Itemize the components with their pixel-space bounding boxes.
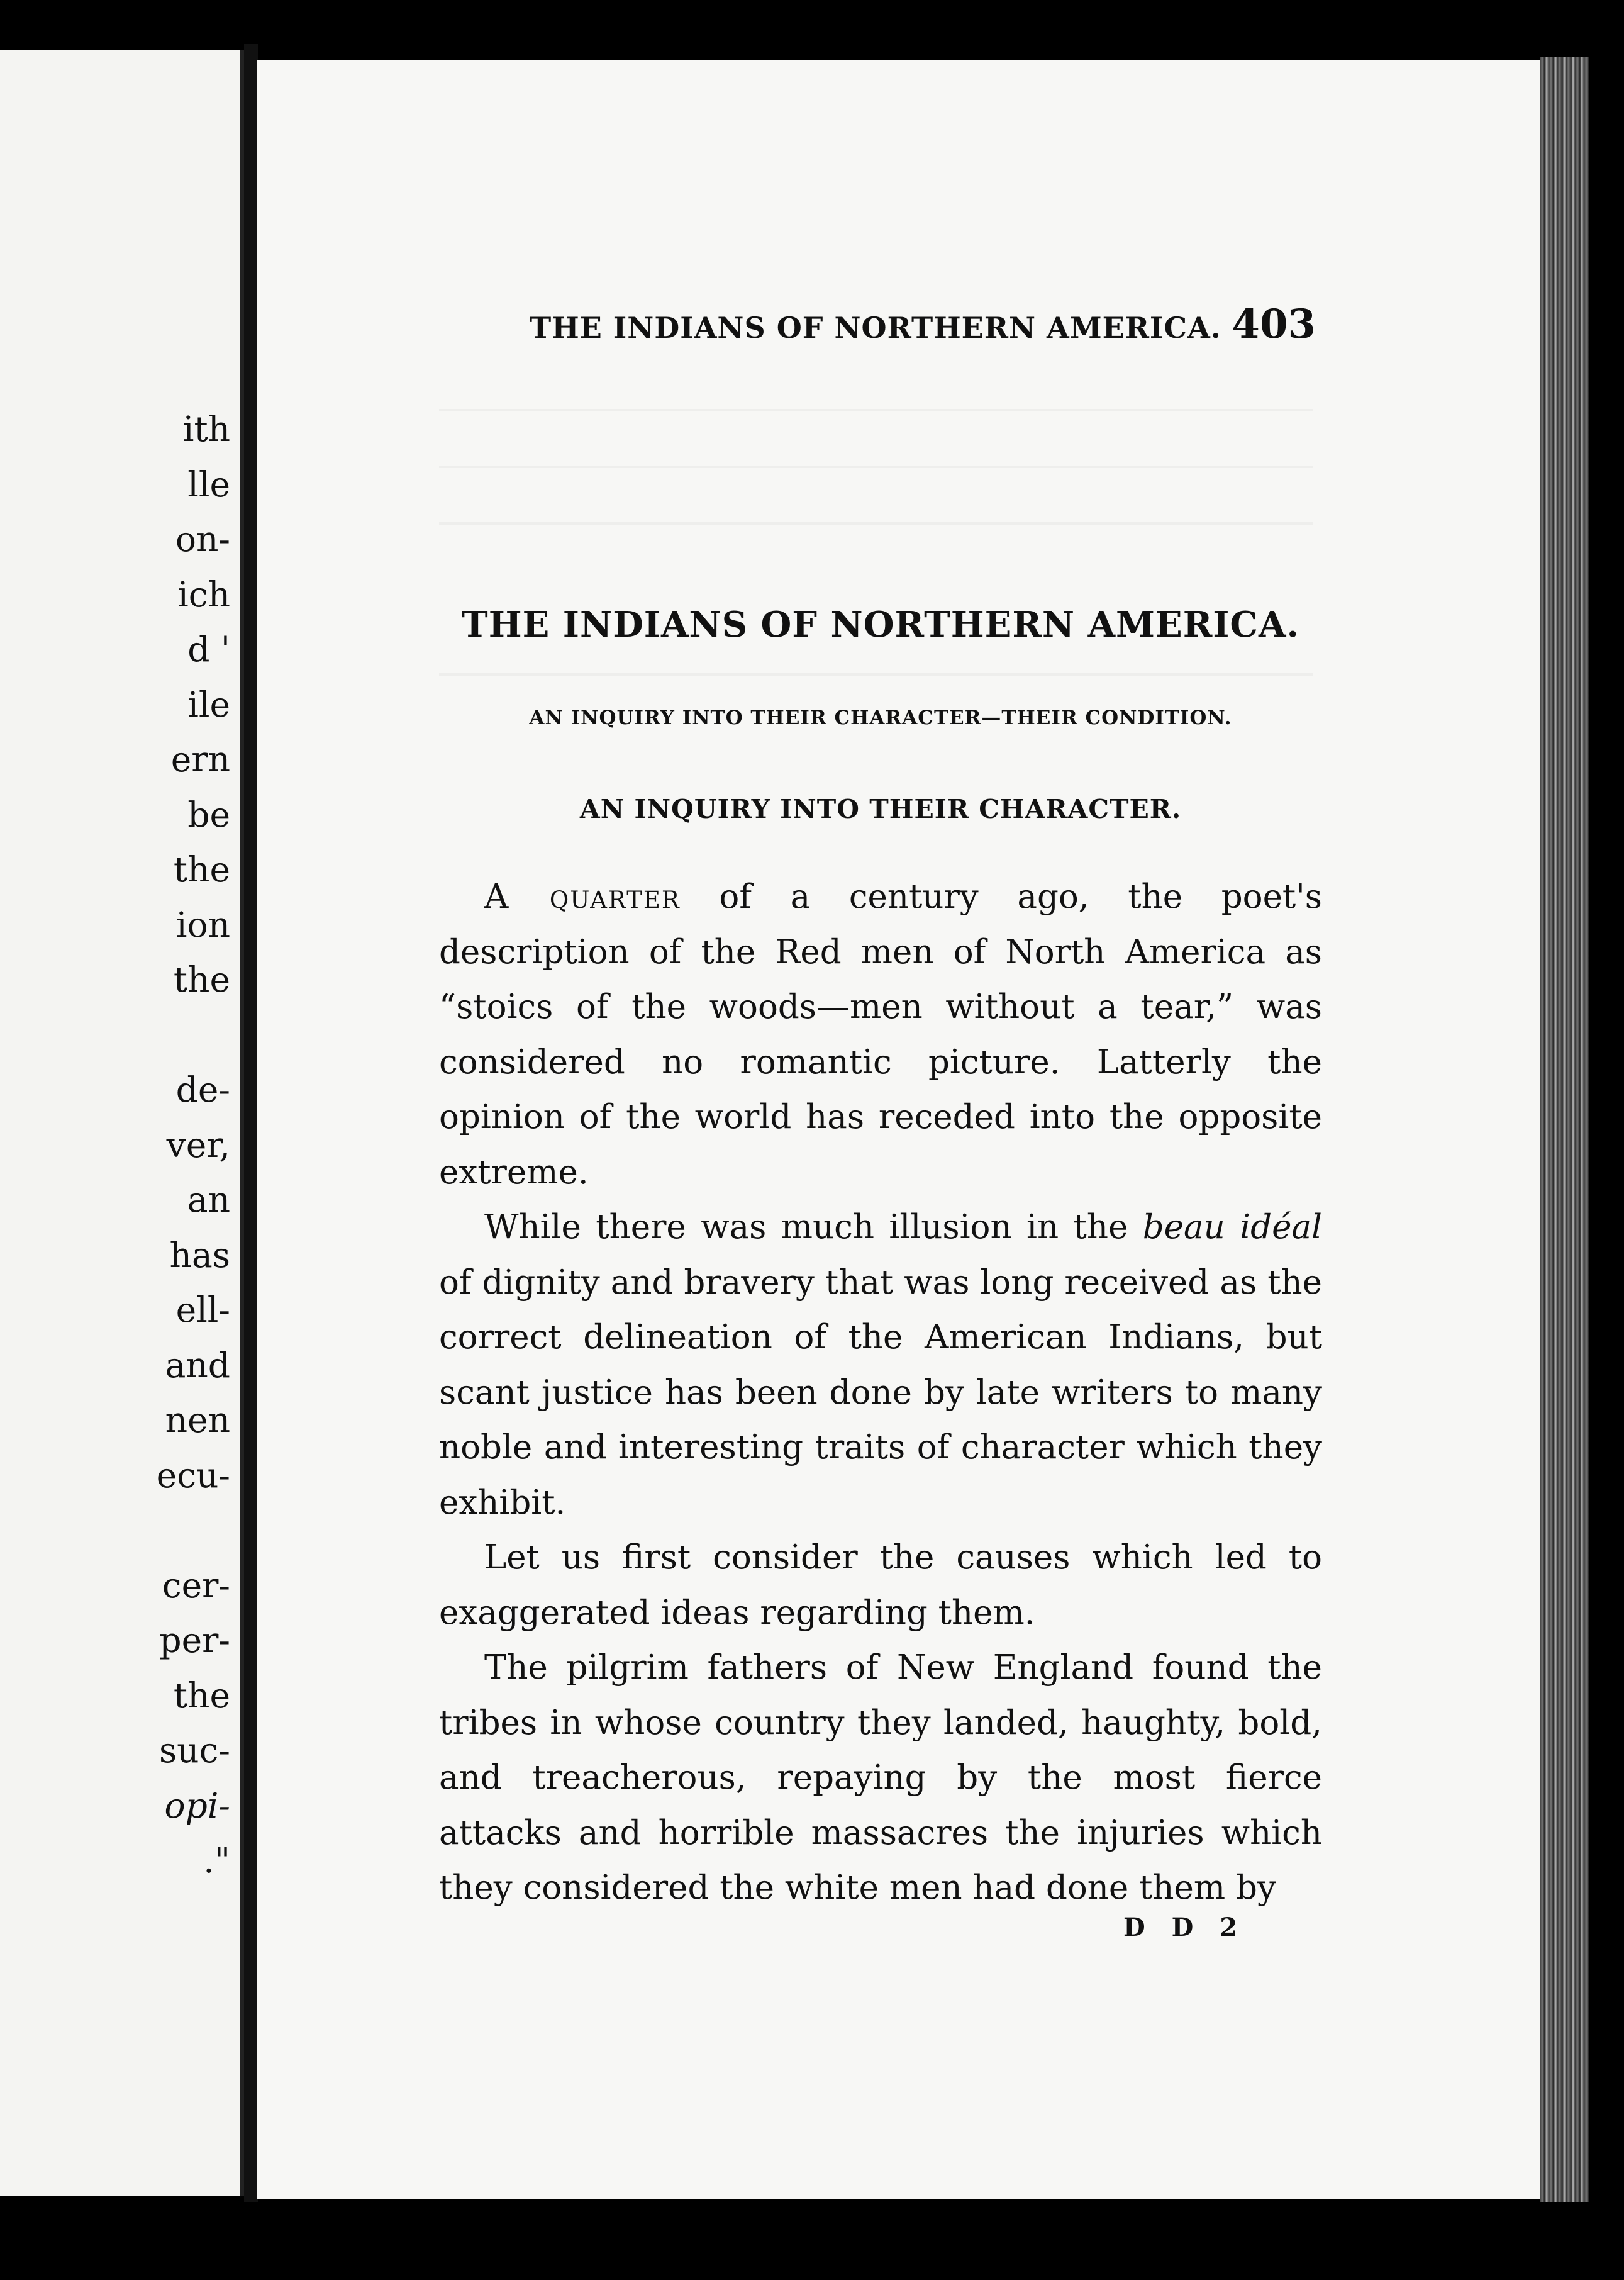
chapter-subtitle: AN INQUIRY INTO THEIR CHARACTER—THEIR CONDITION. [529,707,1232,729]
left-page-fragment: opi- [164,1785,230,1826]
show-through-line [439,409,1313,411]
section-heading: AN INQUIRY INTO THEIR CHARACTER. [579,794,1182,824]
paragraph-1-text: of a century ago, the poet's description of the Red men of North America as “stoics of the woods—men without a tear,” was considered no romantic picture. Latterly the opinion of the world has receded into the opposite extreme. [439,878,1322,1192]
left-page-fragment: has [169,1234,230,1275]
left-page-fragment: nen [165,1400,230,1440]
left-page-fragment: and [165,1344,230,1385]
paragraph-2-start: While there was much illusion in the [484,1208,1143,1246]
left-page-fragment: de- [175,1070,230,1110]
left-page-fragment: ell- [175,1290,230,1330]
paragraph-1 [439,869,1322,1200]
left-page-fragment: ich [177,574,230,615]
show-through-line [439,466,1313,468]
left-page-fragment: ecu- [156,1455,230,1495]
signature-mark: D D 2 [1123,1913,1247,1942]
paragraph-lead-smallcaps: A quarter [484,878,681,916]
running-title: THE INDIANS OF NORTHERN AMERICA. [530,311,1221,345]
left-page-fragment: ith [182,409,230,449]
left-page-fragment: lle [187,464,230,505]
scan-top-border [0,0,1624,45]
scan-bottom-border [0,2202,1624,2280]
left-page-fragment: on- [175,519,230,559]
paragraph-2-rest: of dignity and bravery that was long received as the correct delineation of the American Indians, but scant justice has been done by late writers to many noble and interesting traits of character which they exhibit. [439,1263,1322,1522]
chapter-title: THE INDIANS OF NORTHERN AMERICA. [462,604,1299,645]
scan-right-border [1589,57,1624,2208]
left-page-fragment: ion [175,904,230,945]
show-through-line [439,673,1313,676]
left-page-fragment: d ' [187,629,230,669]
page-number: 403 [1232,301,1316,348]
left-page-fragment: ile [187,684,230,725]
paragraph-2 [439,1200,1322,1530]
show-through-line [439,522,1313,525]
left-page-fragment: ." [203,1840,230,1880]
left-page-fragment: per- [159,1620,230,1660]
left-page-fragment: ern [170,739,230,780]
left-page-fragment: the [173,849,230,890]
left-page-fragment: the [173,959,230,1000]
body-text [439,869,1322,1916]
left-facing-page [0,50,244,2196]
italic-phrase: beau idéal [1142,1208,1322,1246]
book-gutter [244,44,258,2208]
running-head [530,296,1316,365]
left-page-fragment: be [187,794,230,835]
page-stack-edge [1540,57,1589,2208]
left-page-fragment: suc- [159,1730,230,1770]
paragraph-3: Let us first consider the causes which led to exaggerated ideas regarding them. [439,1538,1322,1632]
left-page-fragment: an [187,1180,230,1220]
paragraph-4: The pilgrim fathers of New England found the tribes in whose country they landed, haughty, bold, and treacherous, repaying by the most fierce attacks and horrible massacres the injuries which they considered the white men had done them by [439,1648,1322,1907]
left-page-fragment: the [173,1675,230,1716]
left-page-fragment: cer- [162,1565,230,1606]
left-page-fragment: ver, [166,1124,230,1165]
